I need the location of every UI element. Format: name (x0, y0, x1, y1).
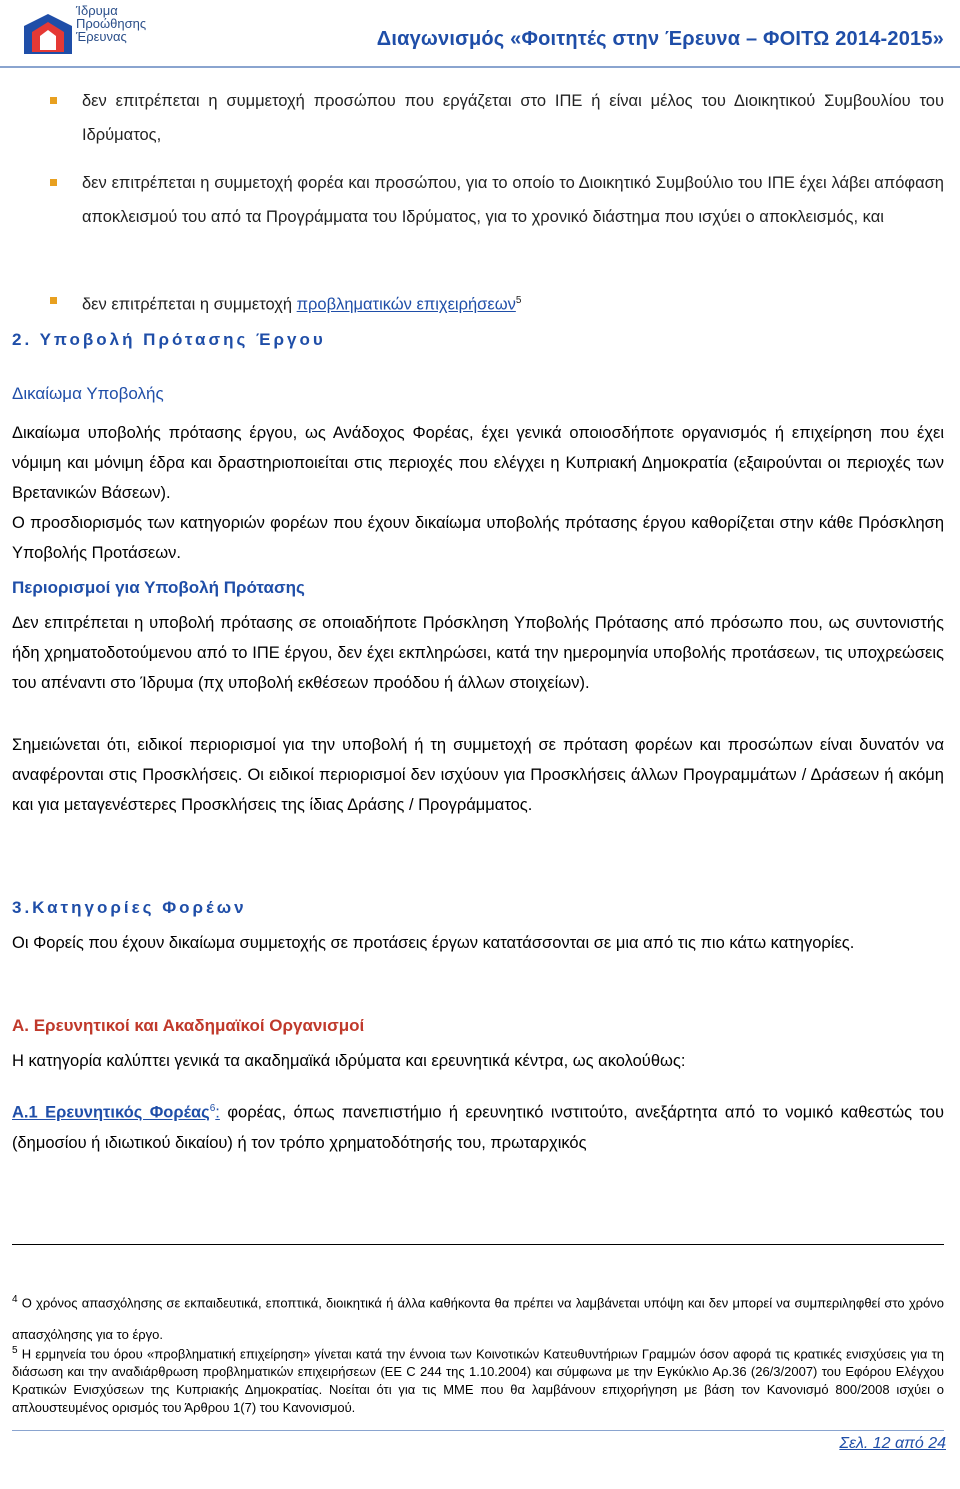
limits-paragraph-2: Σημειώνεται ότι, ειδικοί περιορισμοί για την υποβολή ή τη συμμετοχή σε πρόταση φορέων και προσώπων είναι δυνατόν να αναφέρονται στις Προσκλήσεις. Οι ειδικοί περιορισμοί δεν ισχύουν για Προσκλήσεις άλλων Προγραμμάτων / Δράσεων ή ακόμη και για μεταγενέστερες Προσκλήσεις της ίδιας Δράσης / Προγράμματος. (12, 736, 944, 814)
logo-line-3: Έρευνας (76, 29, 127, 44)
bullet-prefix: δεν επιτρέπεται η συμμετοχή (82, 295, 297, 314)
bullet-square-icon (50, 179, 57, 186)
page-number-divider (12, 1430, 944, 1431)
footnote-4-number: 4 (12, 1294, 18, 1305)
submission-right-paragraph-2: Ο προσδιορισμός των κατηγοριών φορέων που έχουν δικαίωμα υποβολής πρότασης έργου καθορίζεται στην κάθε Πρόσκληση Υποβολής Προτάσεων. (12, 514, 944, 562)
logo-line-1: Ίδρυμα (76, 3, 118, 18)
submission-right-title: Δικαίωμα Υποβολής (12, 384, 164, 403)
bullet-square-icon (50, 297, 57, 304)
bullet-text: δεν επιτρέπεται η συμμετοχή προσώπου που εργάζεται στο ΙΠΕ ή είναι μέλος του Διοικητικού Συμβουλίου του Ιδρύματος, (82, 92, 944, 144)
footnote-ref-6[interactable]: 6 (209, 1103, 216, 1114)
limits-title: Περιορισμοί για Υποβολή Πρότασης (12, 578, 305, 597)
bullet-text (82, 284, 944, 322)
page-number: Σελ. 12 από 24 (839, 1435, 946, 1452)
header-divider (0, 66, 960, 68)
a1-text: φορέας, όπως πανεπιστήμιο ή ερευνητικό ινστιτούτο, ανεξάρτητα από το νομικό καθεστώς του (δημοσίου ή ιδιωτικού δικαίου) ή τον τρόπο χρηματοδότησής του, πρωταρχικός (12, 1103, 944, 1152)
category-a-title: Α. Ερευνητικοί και Ακαδημαϊκοί Οργανισμοί (12, 1016, 365, 1035)
submission-right-paragraph-1: Δικαίωμα υποβολής πρότασης έργου, ως Ανάδοχος Φορέας, έχει γενικά οποιοσδήποτε οργανισμός ή επιχείρηση που έχει νόμιμη και μόνιμη έδρα και δραστηριοποιείται στις περιοχές που ελέγχει η Κυπριακή Δημοκρατία (εξαιρούνται οι περιοχές των Βρετανικών Βάσεων). (12, 424, 944, 502)
problematic-businesses-link[interactable]: προβληματικών επιχειρήσεων (296, 295, 516, 314)
header-title: Διαγωνισμός «Φοιτητές στην Έρευνα – ΦΟΙΤΩ 2014-2015» (376, 28, 944, 50)
limits-paragraph-1: Δεν επιτρέπεται η υποβολή πρότασης σε οποιαδήποτε Πρόσκληση Υποβολής Πρότασης από πρόσωπο που, ως συντονιστής ήδη χρηματοδοτούμενου από το ΙΠΕ έργου, δεν έχει εκπληρώσει, κατά την ημερομηνία υποβολής προτάσεων, τις υποχρεώσεις του απέναντι στο Ίδρυμα (πχ υποβολή εκθέσεων προόδου ή άλλων στοιχείων). (12, 614, 944, 692)
bullet-item-1 (54, 84, 944, 152)
section-2-title: 2. Υποβολή Πρότασης Έργου (12, 330, 326, 349)
footnote-4-text: Ο χρόνος απασχόλησης σε εκπαιδευτικά, εποπτικά, διοικητικά ή άλλα καθήκοντα θα πρέπει να λαμβάνεται υπόψη και δεν μπορεί να συμπεριληφθεί στο χρόνο απασχόλησης για το έργο. (12, 1295, 944, 1343)
bullet-item-2 (54, 166, 944, 234)
footnote-divider (12, 1244, 944, 1245)
footnote-5-number: 5 (12, 1345, 18, 1356)
category-a-paragraph: Η κατηγορία καλύπτει γενικά τα ακαδημαϊκά ιδρύματα και ερευνητικά κέντρα, ως ακολούθως: (12, 1052, 686, 1070)
bullet-text: δεν επιτρέπεται η συμμετοχή φορέα και προσώπου, για το οποίο το Διοικητικό Συμβούλιο του ΙΠΕ έχει λάβει απόφαση αποκλεισμού του από τα Προγράμματα του Ιδρύματος, για το χρονικό διάστημα που ισχύει ο αποκλεισμός, και (82, 174, 944, 226)
logo-line-2: Προώθησης (76, 16, 147, 31)
bullet-square-icon (50, 97, 57, 104)
footnote-ref-5[interactable]: 5 (515, 295, 522, 306)
a1-label-link[interactable]: Α.1 Ερευνητικός Φορέας (12, 1103, 210, 1122)
page-header (0, 0, 960, 70)
section-3-title: 3.Κατηγορίες Φορέων (12, 898, 247, 917)
footnote-5 (12, 1342, 944, 1417)
bullet-item-3 (54, 284, 944, 322)
category-a1-paragraph (12, 1094, 944, 1158)
section-3-paragraph: Οι Φορείς που έχουν δικαίωμα συμμετοχής σε προτάσεις έργων κατατάσσονται σε μια από τις πιο κάτω κατηγορίες. (12, 934, 855, 952)
logo-text (76, 4, 146, 43)
footnote-5-text: Η ερμηνεία του όρου «προβληματική επιχείρηση» γίνεται κατά την έννοια των Κοινοτικών Κατευθυντήριων Γραμμών όσον αφορά τις κρατικές ενισχύσεις για τη διάσωση και την αναδιάρθρωση προβληματικών επιχειρήσεων (ΕΕ C 244 της 1.10.2004) και σύμφωνα με την Εγκύκλιο Αρ.36 (26/3/2007) του Εφόρου Ελέγχου Κρατικών Ενισχύσεων της Κυπριακής Δημοκρατίας. Νοείται ότι για τις ΜΜΕ που θα λαμβάνουν επιχορήγηση με βάση τον Κανονισμό 800/2008 ισχύει ο απλουστευμένος ορισμός του Άρθρου 1(7) του Κανονισμού. (12, 1346, 944, 1416)
a1-colon: : (215, 1103, 220, 1122)
